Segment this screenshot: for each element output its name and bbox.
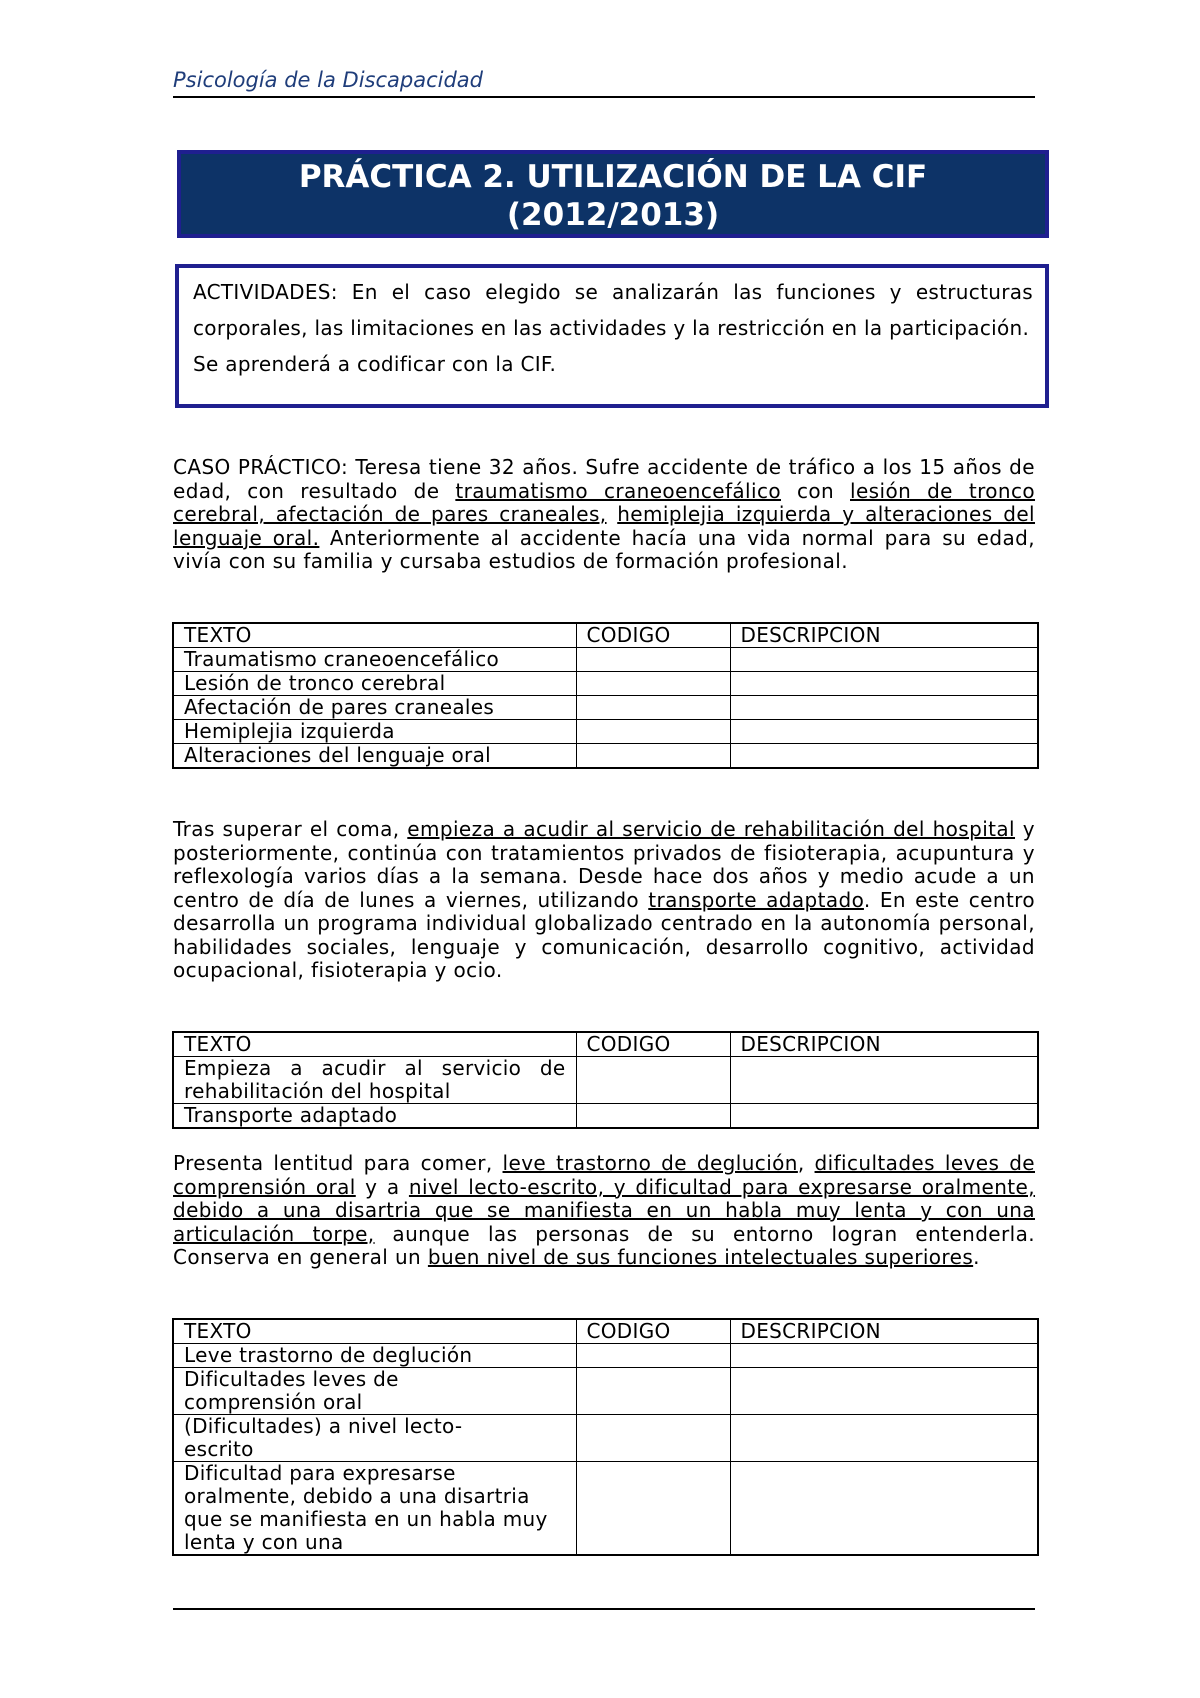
underlined-text: leve trastorno de deglución (502, 1151, 798, 1175)
description-cell[interactable] (730, 1104, 1038, 1129)
row-text: Leve trastorno de deglución (173, 1344, 576, 1368)
underlined-text: transporte adaptado (648, 887, 864, 912)
code-cell[interactable] (576, 744, 730, 769)
header-descripcion: DESCRIPCION (730, 1032, 1038, 1057)
code-cell[interactable] (576, 1368, 730, 1415)
description-cell[interactable] (730, 720, 1038, 744)
description-cell[interactable] (730, 744, 1038, 769)
header-title: Psicología de la Discapacidad (173, 68, 483, 92)
table-row (173, 696, 1038, 720)
text-span: con (781, 478, 850, 503)
text-span: y a (355, 1174, 409, 1199)
code-cell[interactable] (576, 1104, 730, 1129)
table-header-row (173, 623, 1038, 648)
table-row (173, 672, 1038, 696)
text-span: . En este centro desarrolla un programa individual globalizado centrado en la autonomía personal, habilidades sociales, lenguaje y comunicación, desarrollo cognitivo, actividad ocupacional, fisioterapia y ocio. (173, 887, 1035, 982)
table-3 (172, 1318, 1039, 1556)
header-codigo: CODIGO (576, 1032, 730, 1057)
table-row (173, 648, 1038, 672)
underlined-text: lesión de tronco cerebral, afectación de pares craneales, (173, 478, 1036, 526)
text-span: aunque las personas de su entorno logran entenderla. Conserva en general un (173, 1221, 1035, 1269)
header-descripcion: DESCRIPCION (730, 623, 1038, 648)
row-text: Afectación de pares craneales (173, 696, 576, 720)
description-cell[interactable] (730, 648, 1038, 672)
activities-box (175, 264, 1049, 408)
table-row (173, 1368, 1038, 1415)
code-cell[interactable] (576, 672, 730, 696)
description-cell[interactable] (730, 672, 1038, 696)
text-span: CASO PRÁCTICO: Teresa tiene 32 años. Sufre accidente de tráfico a los 15 años de edad, con resultado de (173, 455, 1035, 503)
text-span: . (973, 1245, 980, 1269)
activities-text: ACTIVIDADES: En el caso elegido se analizarán las funciones y estructuras corporales, las limitaciones en las actividades y la restricción en la participación. (193, 280, 1033, 340)
table-2 (172, 1031, 1039, 1129)
table-1 (172, 622, 1039, 769)
case-paragraph-1 (173, 456, 1035, 574)
text-span: Anteriormente al accidente hacía una vida normal para su edad, vivía con su familia y cursaba estudios de formación profesional. (173, 525, 1035, 573)
case-paragraph-2 (173, 818, 1035, 983)
row-text: (Dificultades) a nivel lecto-escrito (173, 1415, 576, 1462)
table-header-row (173, 1319, 1038, 1344)
code-cell[interactable] (576, 720, 730, 744)
code-cell[interactable] (576, 1344, 730, 1368)
description-cell[interactable] (730, 1462, 1038, 1556)
table-row (173, 1344, 1038, 1368)
text-span (607, 502, 618, 526)
table-row (173, 1057, 1038, 1104)
underlined-text: dificultades leves de comprensión oral (173, 1151, 1035, 1199)
underlined-text: nivel lecto-escrito, y dificultad para expresarse oralmente, debido a una disartria que se manifiesta en un habla muy lenta y con una articulación torpe, (173, 1174, 1036, 1246)
code-cell[interactable] (576, 696, 730, 720)
header-texto: TEXTO (173, 1319, 576, 1344)
code-cell[interactable] (576, 1462, 730, 1556)
header-codigo: CODIGO (576, 623, 730, 648)
underlined-text: empieza a acudir al servicio de rehabilitación del hospital (407, 817, 1016, 841)
description-cell[interactable] (730, 1415, 1038, 1462)
underlined-text: traumatismo craneoencefálico (455, 478, 781, 503)
footer-rule (173, 1608, 1035, 1610)
header-texto: TEXTO (173, 1032, 576, 1057)
table-row (173, 1462, 1038, 1556)
code-cell[interactable] (576, 1415, 730, 1462)
row-text: Empieza a acudir al servicio de rehabilitación del hospital (173, 1057, 576, 1104)
page-header (173, 68, 1035, 98)
row-text: Traumatismo craneoencefálico (173, 648, 576, 672)
table-row (173, 720, 1038, 744)
row-text: Hemiplejia izquierda (173, 720, 576, 744)
text-span: Tras superar el coma, (173, 817, 408, 841)
description-cell[interactable] (730, 696, 1038, 720)
description-cell[interactable] (730, 1057, 1038, 1104)
description-cell[interactable] (730, 1368, 1038, 1415)
text-span: Presenta lentitud para comer, (173, 1151, 503, 1175)
table-row (173, 1104, 1038, 1129)
text-span: , (797, 1151, 815, 1175)
row-text: Alteraciones del lenguaje oral (173, 744, 576, 769)
code-cell[interactable] (576, 648, 730, 672)
title-line-2: (2012/2013) (506, 197, 720, 233)
table-header-row (173, 1032, 1038, 1057)
title-box (177, 150, 1049, 238)
header-texto: TEXTO (173, 623, 576, 648)
row-text: Transporte adaptado (173, 1104, 576, 1129)
title-line-1: PRÁCTICA 2. UTILIZACIÓN DE LA CIF (298, 159, 928, 195)
text-span: y posteriormente, continúa con tratamientos privados de fisioterapia, acupuntura y reflexología varios días a la semana. Desde hace dos años y medio acude a un centro de día de lunes a viernes, utilizando (173, 817, 1035, 912)
activities-text-2: Se aprenderá a codificar con la CIF. (193, 352, 557, 376)
row-text: Dificultad para expresarse oralmente, debido a una disartria que se manifiesta en un habla muy lenta y con una (173, 1462, 576, 1556)
table-row (173, 744, 1038, 769)
underlined-text: hemiplejia izquierda y alteraciones del lenguaje oral. (173, 502, 1036, 550)
row-text: Lesión de tronco cerebral (173, 672, 576, 696)
header-descripcion: DESCRIPCION (730, 1319, 1038, 1344)
table-row (173, 1415, 1038, 1462)
underlined-text: buen nivel de sus funciones intelectuales superiores (427, 1245, 974, 1269)
code-cell[interactable] (576, 1057, 730, 1104)
header-codigo: CODIGO (576, 1319, 730, 1344)
case-paragraph-3 (173, 1152, 1035, 1270)
description-cell[interactable] (730, 1344, 1038, 1368)
row-text: Dificultades leves de comprensión oral (173, 1368, 576, 1415)
